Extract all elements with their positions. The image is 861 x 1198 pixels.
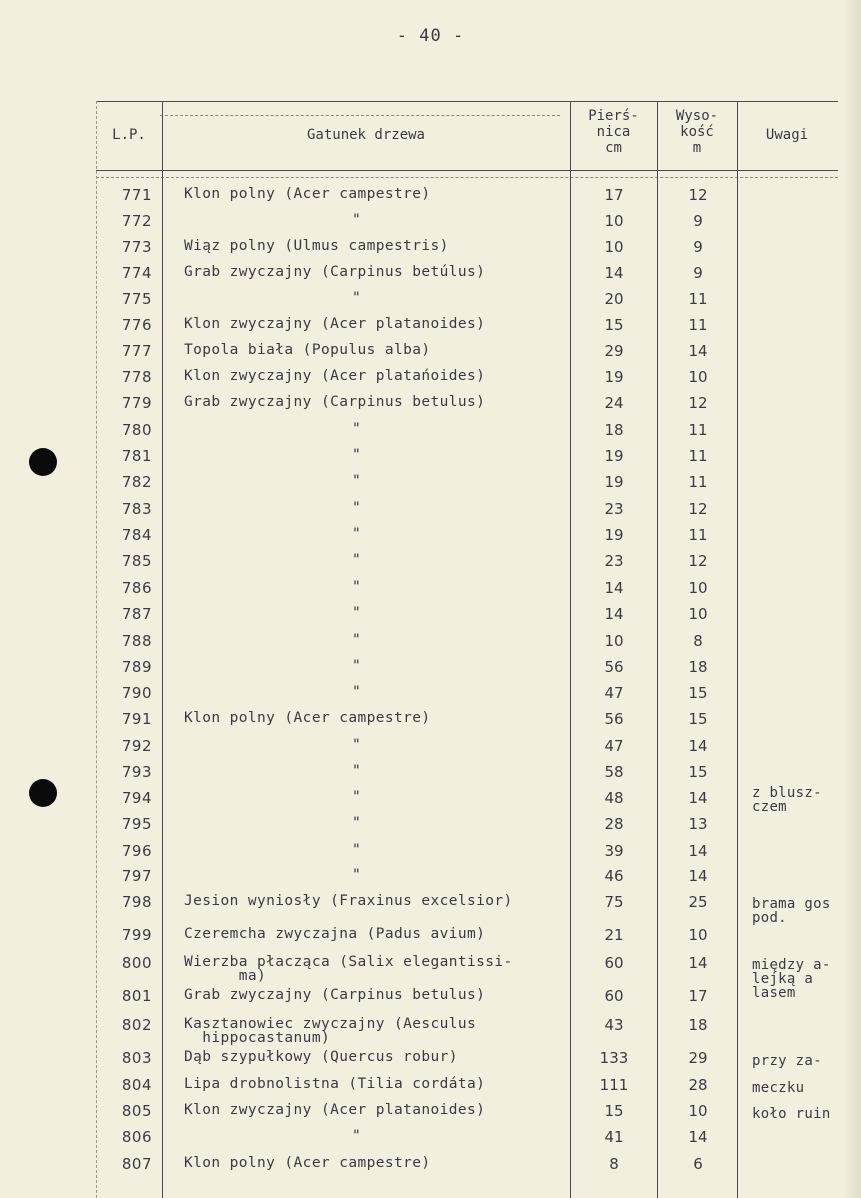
table-row: [0, 290, 861, 316]
table-row: [0, 421, 861, 447]
diameter-value: 23: [604, 500, 624, 518]
table-row: [0, 342, 861, 368]
diameter-value: 14: [604, 579, 624, 597]
row-number: 807: [121, 1155, 152, 1173]
ditto-mark: ": [352, 290, 362, 306]
height-value: 18: [688, 1016, 708, 1034]
row-number: 785: [121, 552, 152, 570]
diameter-value: 19: [604, 526, 624, 544]
row-number: 773: [121, 238, 152, 256]
row-number: 787: [121, 605, 152, 623]
row-number: 790: [121, 684, 152, 702]
header-diameter-line: Pierś-: [588, 108, 639, 124]
height-value: 12: [688, 500, 708, 518]
height-value: 14: [688, 789, 708, 807]
height-value: 8: [693, 632, 703, 650]
height-value: 12: [688, 394, 708, 412]
diameter-value: 14: [604, 605, 624, 623]
diameter-value: 19: [604, 473, 624, 491]
table-row: [0, 842, 861, 868]
header-diameter-line: nica: [596, 124, 631, 140]
table-row: [0, 552, 861, 578]
row-number: 791: [121, 710, 152, 728]
table-row: [0, 1128, 861, 1154]
table-row: [0, 1049, 861, 1075]
row-number: 803: [121, 1049, 152, 1067]
table-row: [0, 926, 861, 952]
species-name: Klon zwyczajny (Acer platanoides): [184, 1102, 486, 1118]
row-number: 780: [121, 421, 152, 439]
ditto-mark: ": [352, 526, 362, 542]
height-value: 14: [688, 737, 708, 755]
diameter-value: 20: [604, 290, 624, 308]
ditto-mark: ": [352, 605, 362, 621]
table-row: [0, 954, 861, 984]
diameter-value: 56: [604, 658, 624, 676]
height-value: 9: [693, 264, 703, 282]
ditto-mark: ": [352, 500, 362, 516]
remark-text: koło ruin: [752, 1106, 831, 1122]
table-row: [0, 264, 861, 290]
row-number: 793: [121, 763, 152, 781]
table-row: [0, 605, 861, 631]
ditto-mark: ": [352, 212, 362, 228]
table-row: [0, 632, 861, 658]
diameter-value: 10: [604, 632, 624, 650]
row-number: 795: [121, 815, 152, 833]
height-value: 9: [693, 212, 703, 230]
row-number: 776: [121, 316, 152, 334]
table-row: [0, 473, 861, 499]
ditto-mark: ": [352, 579, 362, 595]
diameter-value: 75: [604, 893, 624, 911]
header-diameter-unit: cm: [605, 140, 622, 156]
table-row: [0, 1102, 861, 1128]
page-number: - 40 -: [396, 26, 465, 46]
header-bottom-rule-faint: [96, 177, 838, 178]
diameter-value: 17: [604, 186, 624, 204]
table-row: [0, 579, 861, 605]
species-name: Wiąz polny (Ulmus campestris): [184, 238, 449, 254]
row-number: 805: [121, 1102, 152, 1120]
ditto-mark: ": [352, 867, 362, 883]
species-name: Grab zwyczajny (Carpinus betulus): [184, 394, 486, 410]
height-value: 28: [688, 1076, 708, 1094]
row-number: 792: [121, 737, 152, 755]
species-name: Grab zwyczajny (Carpinus betulus): [184, 987, 486, 1003]
remark-text: meczku: [752, 1080, 805, 1096]
diameter-value: 46: [604, 867, 624, 885]
header-species: Gatunek drzewa: [306, 127, 425, 143]
species-name: Czeremcha zwyczajna (Padus avium): [184, 926, 486, 942]
height-value: 12: [688, 552, 708, 570]
row-number: 802: [121, 1016, 152, 1034]
height-value: 17: [688, 987, 708, 1005]
row-number: 801: [121, 987, 152, 1005]
table-row: [0, 447, 861, 473]
height-value: 11: [688, 526, 708, 544]
row-number: 804: [121, 1076, 152, 1094]
row-number: 786: [121, 579, 152, 597]
table-row: [0, 789, 861, 815]
species-name: Klon zwyczajny (Acer platańoides): [184, 368, 486, 384]
species-name: Lipa drobnolistna (Tilia cordáta): [184, 1076, 486, 1092]
ditto-mark: ": [352, 815, 362, 831]
table-top-rule: [96, 101, 838, 102]
row-number: 800: [121, 954, 152, 972]
table-row: [0, 1016, 861, 1046]
species-name: Klon polny (Acer campestre): [184, 710, 431, 726]
row-number: 794: [121, 789, 152, 807]
species-name: Topola biała (Populus alba): [184, 342, 431, 358]
height-value: 6: [693, 1155, 703, 1173]
table-row: [0, 394, 861, 420]
diameter-value: 60: [604, 987, 624, 1005]
table-row: [0, 316, 861, 342]
height-value: 11: [688, 290, 708, 308]
ditto-mark: ": [352, 473, 362, 489]
diameter-value: 56: [604, 710, 624, 728]
table-row: [0, 893, 861, 919]
height-value: 14: [688, 867, 708, 885]
row-number: 771: [121, 186, 152, 204]
row-number: 774: [121, 264, 152, 282]
height-value: 9: [693, 238, 703, 256]
table-row: [0, 737, 861, 763]
ditto-mark: ": [352, 632, 362, 648]
diameter-value: 10: [604, 238, 624, 256]
row-number: 798: [121, 893, 152, 911]
row-number: 781: [121, 447, 152, 465]
species-name: Grab zwyczajny (Carpinus betúlus): [184, 264, 486, 280]
table-row: [0, 815, 861, 841]
height-value: 10: [688, 579, 708, 597]
row-number: 784: [121, 526, 152, 544]
height-value: 10: [688, 1102, 708, 1120]
height-value: 11: [688, 473, 708, 491]
diameter-value: 18: [604, 421, 624, 439]
diameter-value: 10: [604, 212, 624, 230]
row-number: 777: [121, 342, 152, 360]
header-lp: L.P.: [112, 127, 146, 143]
species-name: Jesion wyniosły (Fraxinus excelsior): [184, 893, 513, 909]
ditto-mark: ": [352, 842, 362, 858]
diameter-value: 8: [609, 1155, 619, 1173]
diameter-value: 43: [604, 1016, 624, 1034]
ditto-mark: ": [352, 421, 362, 437]
height-value: 15: [688, 684, 708, 702]
diameter-value: 48: [604, 789, 624, 807]
height-value: 15: [688, 710, 708, 728]
diameter-value: 19: [604, 368, 624, 386]
row-number: 783: [121, 500, 152, 518]
table-row: [0, 186, 861, 212]
row-number: 782: [121, 473, 152, 491]
row-number: 779: [121, 394, 152, 412]
diameter-value: 14: [604, 264, 624, 282]
species-name: Klon polny (Acer campestre): [184, 186, 431, 202]
row-number: 796: [121, 842, 152, 860]
header-height: [657, 108, 737, 156]
diameter-value: 133: [599, 1049, 629, 1067]
diameter-value: 24: [604, 394, 624, 412]
species-name: Klon zwyczajny (Acer platanoides): [184, 316, 486, 332]
height-value: 14: [688, 842, 708, 860]
header-diameter: [570, 108, 657, 156]
table-row: [0, 710, 861, 736]
remark-text: między a- lejką a lasem: [752, 957, 831, 1001]
header-height-line: kość: [680, 124, 714, 140]
ditto-mark: ": [352, 763, 362, 779]
ditto-mark: ": [352, 684, 362, 700]
table-row: [0, 658, 861, 684]
height-value: 11: [688, 316, 708, 334]
table-row: [0, 212, 861, 238]
height-value: 18: [688, 658, 708, 676]
table-row: [0, 684, 861, 710]
height-value: 29: [688, 1049, 708, 1067]
height-value: 13: [688, 815, 708, 833]
diameter-value: 47: [604, 684, 624, 702]
table-row: [0, 500, 861, 526]
table-row: [0, 1155, 861, 1181]
species-name: Klon polny (Acer campestre): [184, 1155, 431, 1171]
height-value: 14: [688, 954, 708, 972]
diameter-value: 58: [604, 763, 624, 781]
species-name: Kasztanowiec zwyczajny (Aesculus hippocastanum): [184, 1016, 477, 1046]
header-remarks: Uwagi: [765, 127, 809, 143]
diameter-value: 39: [604, 842, 624, 860]
ditto-mark: ": [352, 447, 362, 463]
height-value: 10: [688, 368, 708, 386]
table-row: [0, 867, 861, 893]
species-name: Wierzba płacząca (Salix elegantissi- ma): [184, 954, 513, 984]
height-value: 10: [688, 926, 708, 944]
height-value: 14: [688, 342, 708, 360]
diameter-value: 47: [604, 737, 624, 755]
table-row: [0, 1076, 861, 1102]
diameter-value: 41: [604, 1128, 624, 1146]
height-value: 10: [688, 605, 708, 623]
row-number: 799: [121, 926, 152, 944]
height-value: 25: [688, 893, 708, 911]
diameter-value: 21: [604, 926, 624, 944]
height-value: 14: [688, 1128, 708, 1146]
table-top-rule-faint: [160, 115, 560, 116]
diameter-value: 19: [604, 447, 624, 465]
remark-text: brama gos pod.: [752, 896, 831, 926]
table-row: [0, 368, 861, 394]
header-height-unit: m: [692, 140, 702, 156]
diameter-value: 23: [604, 552, 624, 570]
row-number: 797: [121, 867, 152, 885]
row-number: 788: [121, 632, 152, 650]
ditto-mark: ": [352, 552, 362, 568]
remark-text: przy za-: [752, 1053, 822, 1069]
table-row: [0, 987, 861, 1013]
height-value: 11: [688, 421, 708, 439]
row-number: 789: [121, 658, 152, 676]
species-name: Dąb szypułkowy (Quercus robur): [184, 1049, 458, 1065]
row-number: 775: [121, 290, 152, 308]
diameter-value: 28: [604, 815, 624, 833]
table-row: [0, 763, 861, 789]
remark-text: z blusz- czem: [752, 785, 822, 815]
height-value: 12: [688, 186, 708, 204]
row-number: 772: [121, 212, 152, 230]
diameter-value: 29: [604, 342, 624, 360]
height-value: 15: [688, 763, 708, 781]
ditto-mark: ": [352, 658, 362, 674]
height-value: 11: [688, 447, 708, 465]
table-row: [0, 526, 861, 552]
ditto-mark: ": [352, 789, 362, 805]
row-number: 778: [121, 368, 152, 386]
diameter-value: 111: [599, 1076, 629, 1094]
header-bottom-rule: [96, 170, 838, 171]
diameter-value: 60: [604, 954, 624, 972]
diameter-value: 15: [604, 1102, 624, 1120]
diameter-value: 15: [604, 316, 624, 334]
header-height-line: Wyso-: [675, 108, 719, 124]
ditto-mark: ": [352, 737, 362, 753]
ditto-mark: ": [352, 1128, 362, 1144]
table-row: [0, 238, 861, 264]
row-number: 806: [121, 1128, 152, 1146]
